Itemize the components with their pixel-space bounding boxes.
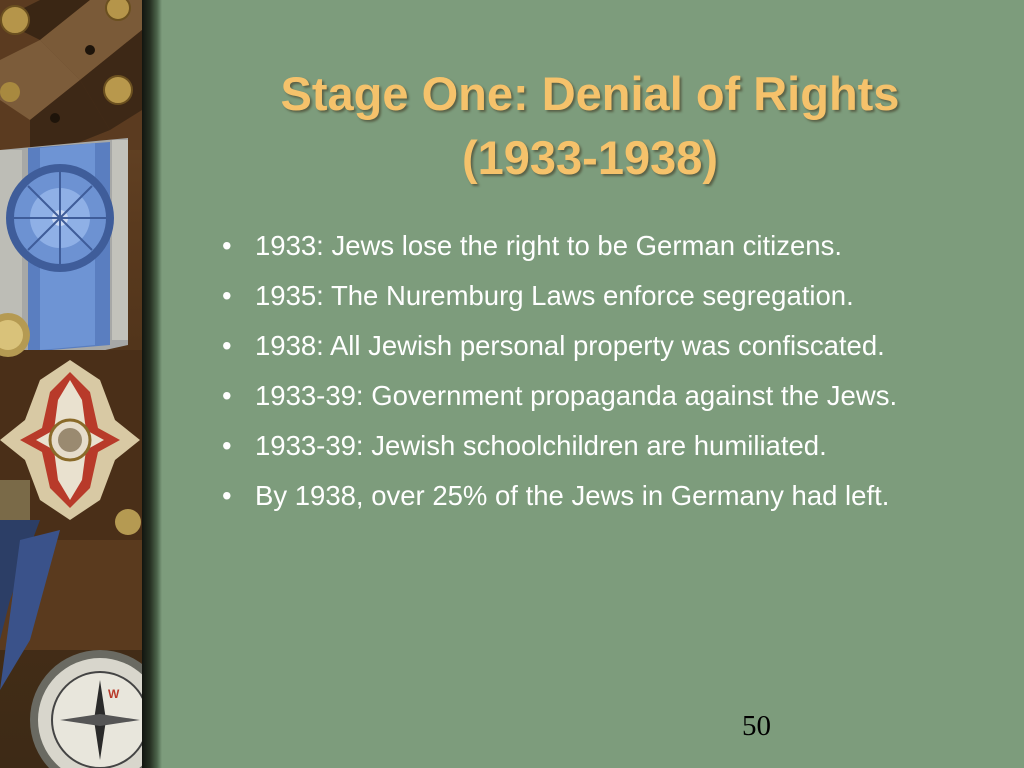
list-item xyxy=(222,476,1012,516)
bullet-icon: • xyxy=(222,280,232,311)
list-item xyxy=(222,376,1012,416)
bullet-icon: • xyxy=(222,480,232,511)
bullet-icon: • xyxy=(222,380,232,411)
rosette-icon xyxy=(6,164,114,272)
bullet-icon: • xyxy=(222,230,232,261)
bullet-text: By 1938, over 25% of the Jews in Germany had left. xyxy=(255,480,890,511)
bullet-text: 1938: All Jewish personal property was confiscated. xyxy=(255,330,885,361)
page-number: 50 xyxy=(742,710,771,742)
list-item xyxy=(222,226,1012,266)
compass-icon xyxy=(30,650,142,768)
bullet-text: 1933: Jews lose the right to be German citizens. xyxy=(255,230,842,261)
bullet-icon: • xyxy=(222,430,232,461)
bullet-text: 1933-39: Government propaganda against the Jews. xyxy=(255,380,898,411)
decorative-side-image xyxy=(0,0,142,768)
bullet-icon: • xyxy=(222,330,232,361)
svg-text:W: W xyxy=(108,687,120,701)
list-item xyxy=(222,276,1012,316)
checkerboard-icon xyxy=(0,0,142,150)
list-item xyxy=(222,426,1012,466)
bullet-list xyxy=(222,226,1012,526)
bullet-text: 1933-39: Jewish schoolchildren are humiliated. xyxy=(255,430,827,461)
bullet-text: 1935: The Nuremburg Laws enforce segregation. xyxy=(255,280,854,311)
side-shadow xyxy=(142,0,162,768)
slide-title: Stage One: Denial of Rights (1933-1938) xyxy=(280,67,900,184)
list-item xyxy=(222,326,1012,366)
